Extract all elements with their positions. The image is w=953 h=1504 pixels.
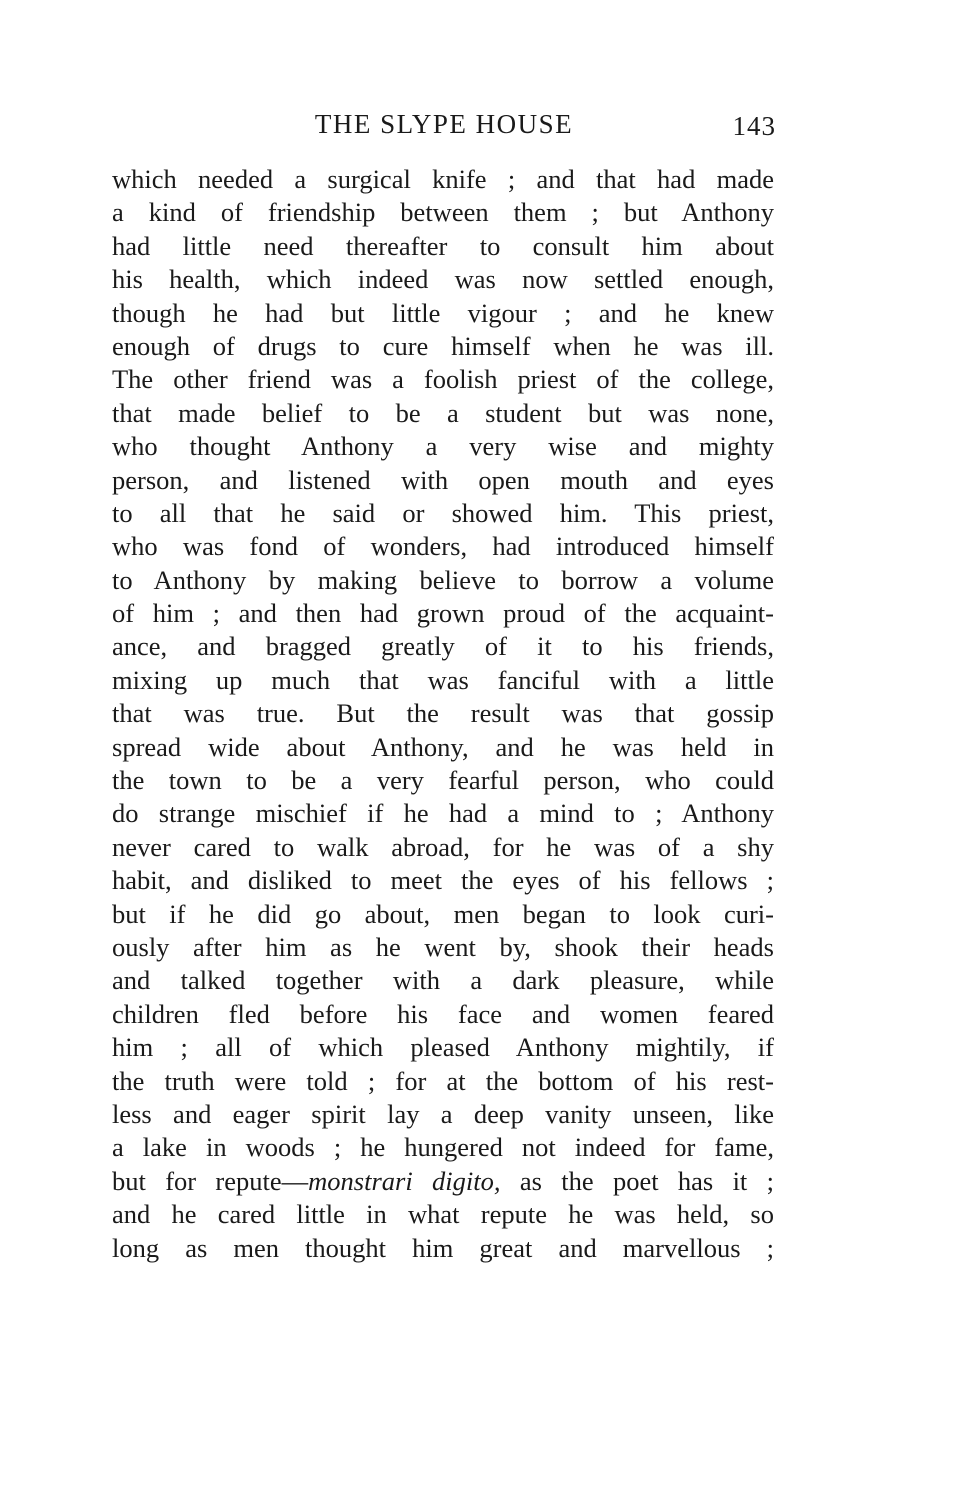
text-line: though he had but little vigour ; and he knew bbox=[112, 297, 774, 328]
running-title: THE SLYPE HOUSE bbox=[314, 109, 574, 139]
text-line: children fled before his face and women feared bbox=[112, 998, 774, 1029]
text-line-with-quotation bbox=[112, 1165, 774, 1198]
text-line: who was fond of wonders, had introduced himself bbox=[112, 531, 774, 562]
line-text-before-quotation: but for repute— bbox=[112, 1165, 309, 1196]
text-line: which needed a surgical knife ; and that had made bbox=[112, 164, 774, 194]
page-number: 143 bbox=[732, 111, 776, 141]
text-line: do strange mischief if he had a mind to ; Anthony bbox=[112, 798, 774, 829]
text-line: of him ; and then had grown proud of the acquaint- bbox=[112, 598, 774, 629]
text-line: had little need thereafter to consult him about bbox=[112, 230, 774, 261]
text-line: mixing up much that was fanciful with a little bbox=[112, 664, 774, 695]
line-text-after-quotation: as the poet has it ; bbox=[500, 1165, 774, 1196]
text-line: and talked together with a dark pleasure, while bbox=[112, 965, 774, 996]
text-line: The other friend was a foolish priest of the college, bbox=[112, 364, 774, 395]
text-line: to Anthony by making believe to borrow a volume bbox=[112, 564, 774, 595]
text-line: the truth were told ; for at the bottom of his rest- bbox=[112, 1065, 774, 1096]
text-line: spread wide about Anthony, and he was held in bbox=[112, 731, 774, 762]
text-line: who thought Anthony a very wise and mighty bbox=[112, 431, 774, 462]
text-line: a kind of friendship between them ; but Anthony bbox=[112, 197, 774, 228]
body-text bbox=[112, 163, 774, 1265]
text-line: ance, and bragged greatly of it to his friends, bbox=[112, 631, 774, 662]
text-line: long as men thought him great and marvellous ; bbox=[112, 1232, 774, 1263]
latin-quotation: monstrari digito, bbox=[308, 1165, 501, 1196]
text-line: but if he did go about, men began to look curi- bbox=[112, 898, 774, 929]
running-head bbox=[112, 104, 776, 144]
text-line: ously after him as he went by, shook their heads bbox=[112, 931, 774, 962]
text-line: that made belief to be a student but was none, bbox=[112, 397, 774, 428]
text-line: to all that he said or showed him. This priest, bbox=[112, 497, 774, 528]
text-line: and he cared little in what repute he was held, so bbox=[112, 1199, 774, 1230]
text-line: less and eager spirit lay a deep vanity unseen, like bbox=[112, 1098, 774, 1129]
text-line: his health, which indeed was now settled enough, bbox=[112, 264, 774, 295]
text-line: the town to be a very fearful person, who could bbox=[112, 765, 774, 796]
text-line: never cared to walk abroad, for he was of a shy bbox=[112, 831, 774, 862]
text-line: habit, and disliked to meet the eyes of his fellows ; bbox=[112, 865, 774, 896]
text-line: person, and listened with open mouth and eyes bbox=[112, 464, 774, 495]
text-line: a lake in woods ; he hungered not indeed for fame, bbox=[112, 1132, 774, 1163]
text-line: that was true. But the result was that gossip bbox=[112, 698, 774, 729]
text-line: enough of drugs to cure himself when he was ill. bbox=[112, 330, 774, 361]
text-line: him ; all of which pleased Anthony mightily, if bbox=[112, 1032, 774, 1063]
